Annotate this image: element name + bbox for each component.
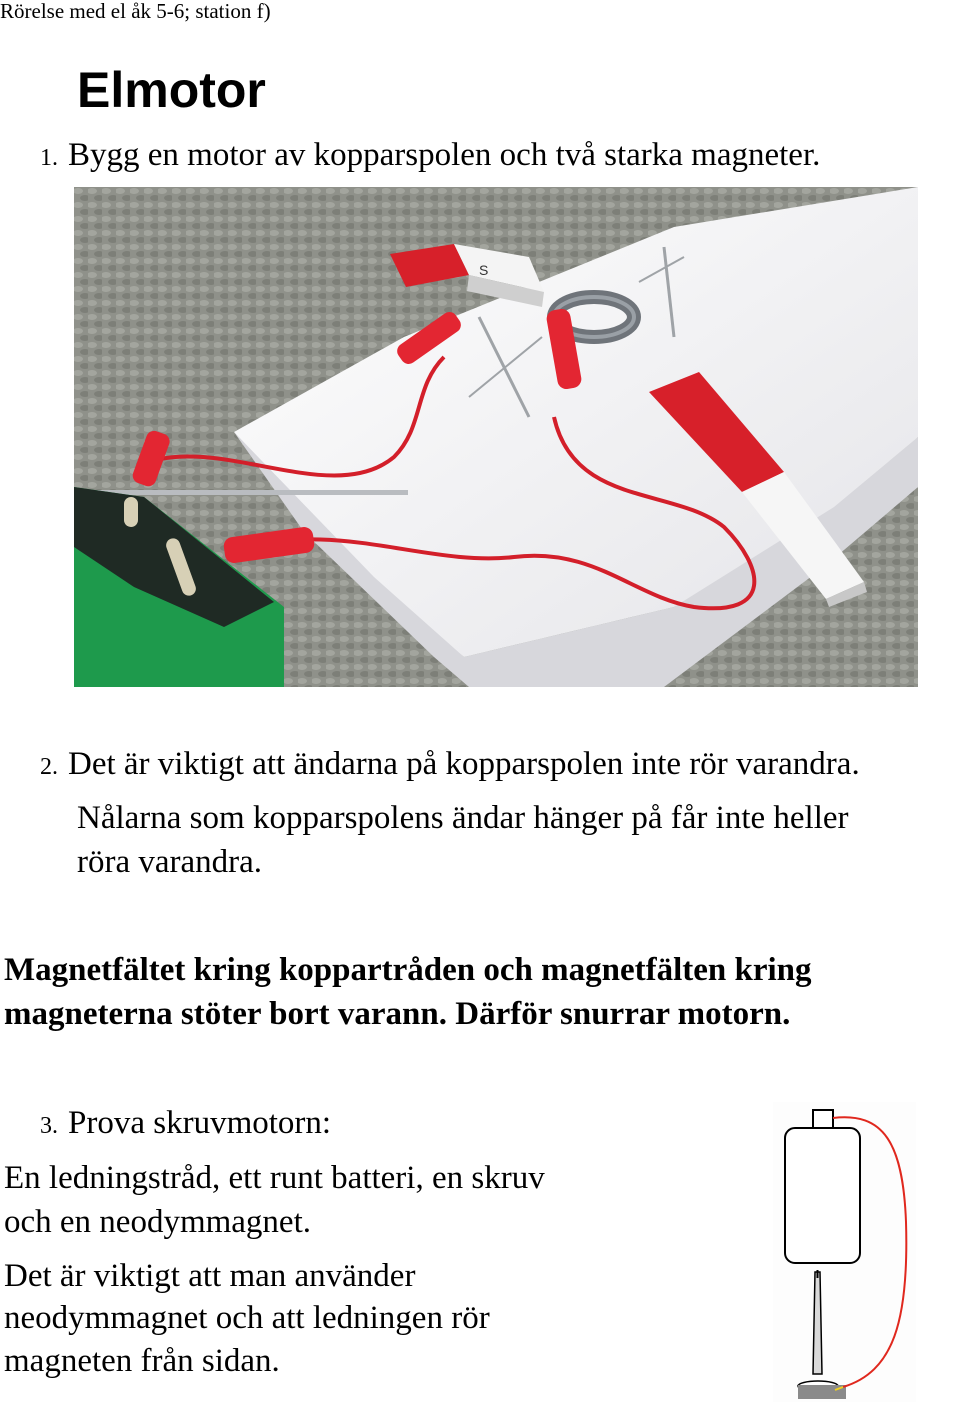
step-2 [40,742,860,789]
note-line-1: Det är viktigt att man använder [4,1258,416,1294]
magnet-label: S [479,262,489,278]
note-line-2: neodymmagnet och att ledningen rör [4,1300,490,1336]
page-header: Rörelse med el åk 5-6; station f) [0,0,271,23]
step-3-text: Prova skruvmotorn: [68,1105,332,1141]
step-2-continuation-line-2: röra varandra. [77,844,263,880]
step-2-continuation-line-1: Nålarna som kopparspolens ändar hänger på får inte heller [77,800,849,836]
neodymium-magnet [798,1385,846,1399]
battery-body [785,1128,860,1263]
note-line-3: magneten från sidan. [4,1343,280,1379]
explanation-line-1: Magnetfältet kring koppartråden och magnetfälten kring [4,952,812,988]
materials-line-1: En ledningstråd, ett runt batteri, en skruv [4,1160,545,1196]
screw [813,1272,822,1374]
step-1 [40,133,820,180]
step-3 [40,1101,331,1148]
screw-motor-diagram [773,1102,916,1402]
battery-terminal [813,1110,833,1128]
materials-line-2: och en neodymmagnet. [4,1204,311,1240]
page-title: Elmotor [77,62,266,118]
step-2-number: 2. [40,754,58,780]
explanation-line-2: magneterna stöter bort varann. Därför snurrar motorn. [4,996,791,1032]
motor-photo [74,187,918,687]
step-2-text: Det är viktigt att ändarna på kopparspolen inte rör varandra. [68,746,860,782]
step-1-text: Bygg en motor av kopparspolen och två starka magneter. [68,137,821,173]
step-1-number: 1. [40,145,58,171]
step-3-number: 3. [40,1113,58,1139]
